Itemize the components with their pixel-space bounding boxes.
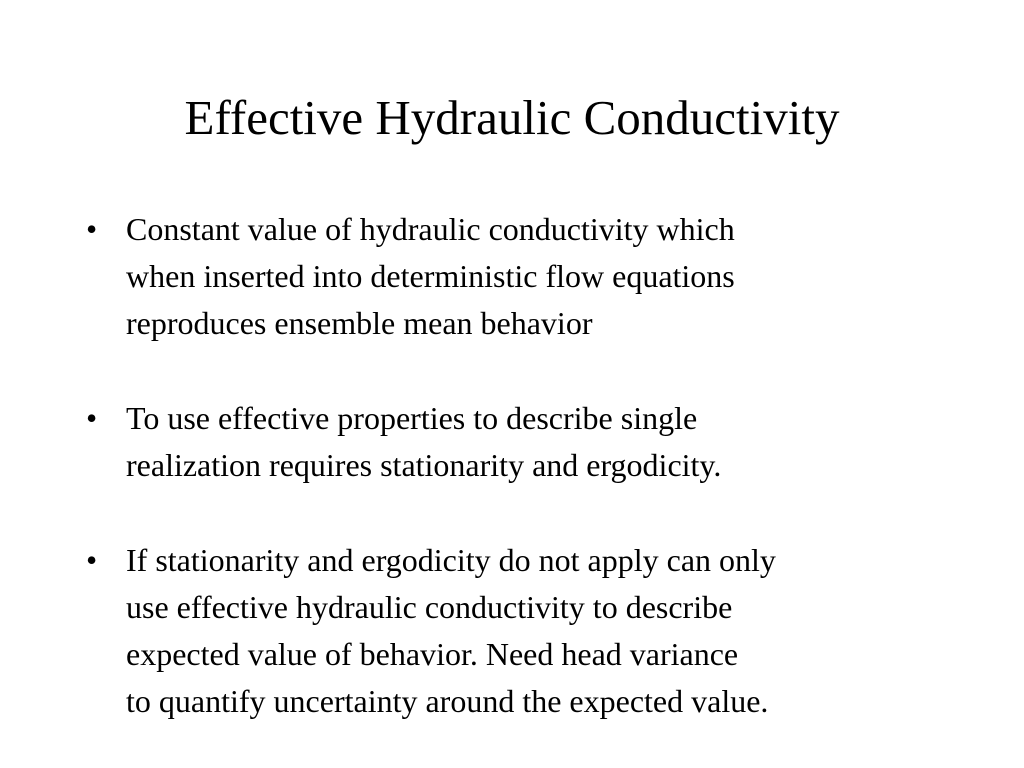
bullet-item-single-realization xyxy=(86,395,966,489)
bullet-item-stationarity-definition xyxy=(86,206,966,347)
bullet-text: If stationarity and ergodicity do not apply can only use effective hydraulic conductivity to describe expected value of behavior. Need head variance to quantify uncertainty around the expected value. xyxy=(126,542,776,719)
bullet-list xyxy=(86,206,966,725)
bullet-dot-icon: • xyxy=(86,400,98,436)
bullet-item-expected-value xyxy=(86,537,966,725)
bullet-dot-icon: • xyxy=(86,211,98,247)
bullet-dot-icon: • xyxy=(86,542,98,578)
bullet-text: Constant value of hydraulic conductivity which when inserted into deterministic flow equations reproduces ensemble mean behavior xyxy=(126,211,735,341)
bullet-text: To use effective properties to describe single realization requires stationarity and ergodicity. xyxy=(126,400,722,483)
slide-title: Effective Hydraulic Conductivity xyxy=(184,90,840,145)
